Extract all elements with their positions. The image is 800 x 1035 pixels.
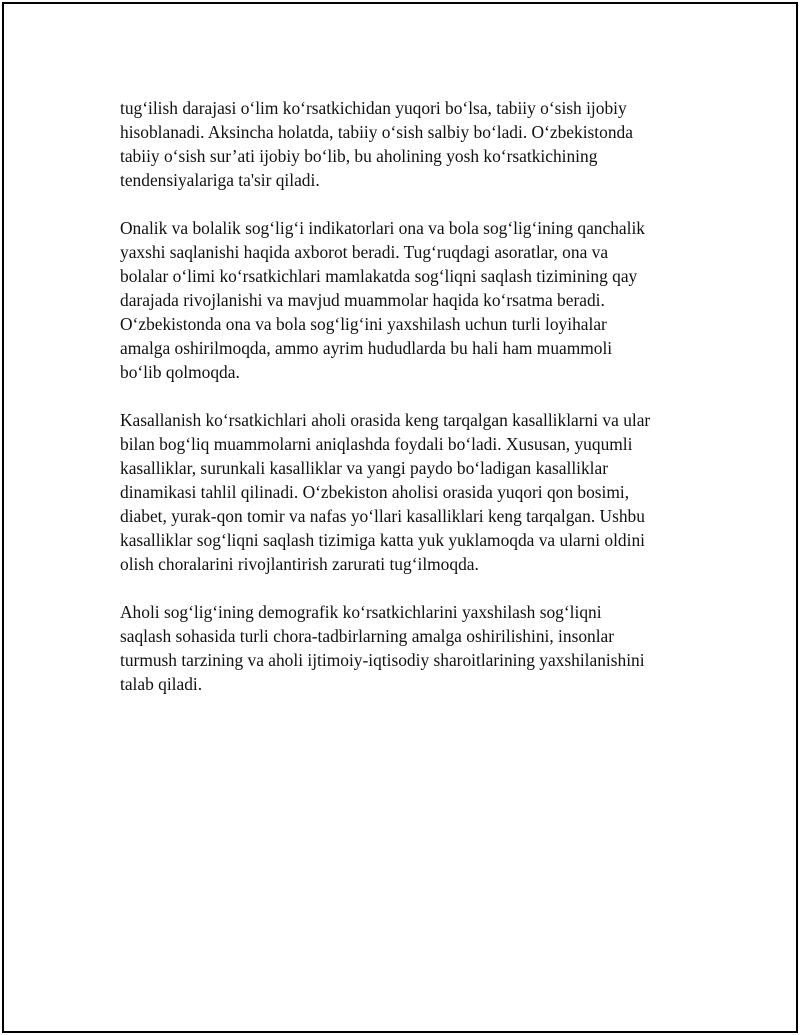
text-line: tug‘ilish darajasi o‘lim ko‘rsatkichidan yuqori bo‘lsa, tabiiy o‘sish ijobiy bbox=[120, 98, 627, 118]
text-line: tabiiy o‘sish sur’ati ijobiy bo‘lib, bu aholining yosh ko‘rsatkichining bbox=[120, 146, 598, 166]
text-line: talab qiladi. bbox=[120, 674, 203, 694]
text-line: kasalliklar, surunkali kasalliklar va yangi paydo bo‘ladigan kasalliklar bbox=[120, 458, 609, 478]
paragraph-conclusion bbox=[120, 600, 700, 696]
text-line: bo‘lib qolmoqda. bbox=[120, 362, 240, 382]
text-line: saqlash sohasida turli chora-tadbirlarning amalga oshirilishini, insonlar bbox=[120, 626, 615, 646]
paragraph-maternal-child-health bbox=[120, 216, 700, 384]
text-line: hisoblanadi. Aksincha holatda, tabiiy o‘sish salbiy bo‘ladi. O‘zbekistonda bbox=[120, 122, 633, 142]
text-line: turmush tarzining va aholi ijtimoiy-iqtisodiy sharoitlarining yaxshilanishini bbox=[120, 650, 645, 670]
paragraph-natural-growth bbox=[120, 96, 700, 192]
text-line: bilan bog‘liq muammolarni aniqlashda foydali bo‘ladi. Xususan, yuqumli bbox=[120, 434, 633, 454]
text-line: Onalik va bolalik sog‘lig‘i indikatorlari ona va bola sog‘lig‘ining qanchalik bbox=[120, 218, 645, 238]
text-line: darajada rivojlanishi va mavjud muammolar haqida ko‘rsatma beradi. bbox=[120, 290, 605, 310]
text-line: yaxshi saqlanishi haqida axborot beradi. Tug‘ruqdagi asoratlar, ona va bbox=[120, 242, 609, 262]
text-line: Aholi sog‘lig‘ining demografik ko‘rsatkichlarini yaxshilash sog‘liqni bbox=[120, 602, 602, 622]
text-line: tendensiyalariga ta'sir qiladi. bbox=[120, 170, 320, 190]
text-line: olish choralarini rivojlantirish zarurati tug‘ilmoqda. bbox=[120, 554, 479, 574]
document-page bbox=[2, 2, 798, 1033]
text-line: diabet, yurak-qon tomir va nafas yo‘llari kasalliklari keng tarqalgan. Ushbu bbox=[120, 506, 645, 526]
text-line: amalga oshirilmoqda, ammo ayrim hududlarda bu hali ham muammoli bbox=[120, 338, 613, 358]
paragraph-morbidity bbox=[120, 408, 700, 576]
text-line: dinamikasi tahlil qilinadi. O‘zbekiston aholisi orasida yuqori qon bosimi, bbox=[120, 482, 630, 502]
document-body bbox=[120, 96, 700, 720]
text-line: kasalliklar sog‘liqni saqlash tizimiga katta yuk yuklamoqda va ularni oldini bbox=[120, 530, 645, 550]
text-line: bolalar o‘limi ko‘rsatkichlari mamlakatda sog‘liqni saqlash tizimining qay bbox=[120, 266, 638, 286]
text-line: O‘zbekistonda ona va bola sog‘lig‘ini yaxshilash uchun turli loyihalar bbox=[120, 314, 607, 334]
text-line: Kasallanish ko‘rsatkichlari aholi orasida keng tarqalgan kasalliklarni va ular bbox=[120, 410, 651, 430]
